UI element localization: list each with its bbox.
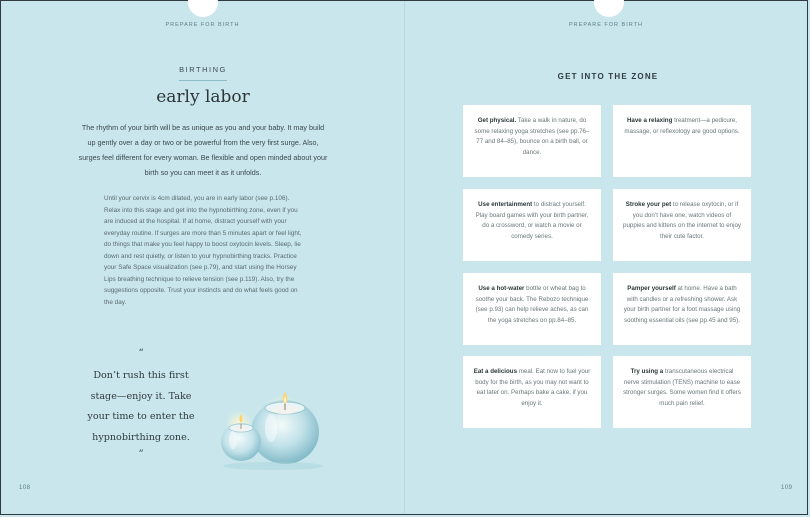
- glass-candle-holders-image: [213, 356, 333, 476]
- book-spread: [1, 1, 807, 514]
- tip-text: treatment—a pedicure, massage, or reflexology are good options.: [624, 117, 740, 135]
- tip-text: to distract yourself. Play board games with your birth partner, do a crossword, or watch a movie or comedy series.: [475, 201, 589, 240]
- section-divider: [179, 80, 227, 81]
- tip-lead: Get physical.: [477, 117, 517, 124]
- tip-text: transcutaneous electrical nerve stimulation (TENS) machine to ease stronger surges. Some women find it offers much pain relief.: [623, 368, 741, 407]
- running-head-left: PREPARE FOR BIRTH: [165, 22, 240, 28]
- tip-card: [613, 189, 751, 261]
- tip-text: to release oxytocin, or if you don’t have one, watch videos of puppies and kittens on the internet to enjoy their cute factor.: [623, 201, 741, 240]
- open-quote-mark: “: [138, 348, 144, 359]
- tip-lead: Try using a: [630, 368, 664, 375]
- page-number-right: 109: [781, 485, 793, 491]
- tip-lead: Have a relaxing: [626, 117, 673, 124]
- lead-paragraph: The rhythm of your birth will be as unique as you and your baby. It may build up gently over a day or two or be powerful from the very first surge. Also, surges feel different for every woman. Be flexible and open minded about your birth so you can meet it as it unfolds.: [78, 123, 328, 177]
- tip-card: [463, 189, 601, 261]
- tip-card: [613, 273, 751, 345]
- tip-lead: Eat a delicious: [473, 368, 518, 375]
- tip-card: [463, 273, 601, 345]
- tip-text: meal. Eat now to fuel your body for the birth, as you may not want to eat later on. Perhaps bake a cake, if you enjoy it.: [475, 368, 591, 407]
- tip-card: [613, 356, 751, 428]
- close-quote-mark: ”: [138, 449, 144, 460]
- tip-lead: Use a hot-water: [478, 285, 525, 292]
- pull-quote: Don’t rush this first stage—enjoy it. Take your time to enter the hypnobirthing zone.: [87, 370, 195, 443]
- tip-text: Take a walk in nature, do some relaxing yoga stretches (see pp.76–77 and 84–85), bounce on a birth ball, or dance.: [474, 117, 590, 156]
- body-paragraph: Until your cervix is 4cm dilated, you are in early labor (see p.106). Relax into this stage and get into the hypnobirthing zone, even if you are induced at the hospital. If at home, distract yourself with your everyday routine. If surges are more than 5 minutes apart or feel light, do things that make you feel happy to boost oxytocin levels. Sleep, lie down and rest quietly, or listen to your hypnobirthing tracks. Practice your Safe Space visualization (see p.79), and start using the Horsey Lips breathing technique to relieve tension (see p.119). Also, try the suggestions opposite. Trust your instincts and do what feels good on the day.: [104, 195, 302, 306]
- page-tab-decoration: [188, 0, 218, 17]
- tip-lead: Use entertainment: [478, 201, 533, 208]
- section-heading: GET INTO THE ZONE: [557, 72, 659, 81]
- tip-text: bottle or wheat bag to soothe your back. The Rebozo technique (see p.93) can help relieve aches, as can the yoga stretches on pp.84–85.: [475, 285, 589, 324]
- tip-text: at home. Have a bath with candles or a refreshing shower. Ask your birth partner for a foot massage using soothing essential oils (see pp.45 and 95).: [623, 285, 741, 324]
- running-head-right: PREPARE FOR BIRTH: [569, 22, 643, 28]
- page-number-left: 108: [19, 485, 31, 491]
- section-label: BIRTHING: [179, 65, 227, 74]
- page-title: early labor: [156, 87, 250, 107]
- right-page: [405, 1, 807, 514]
- tip-card: [463, 356, 601, 428]
- tip-card: [463, 105, 601, 177]
- page-tab-decoration: [594, 0, 624, 17]
- tip-card: [613, 105, 751, 177]
- left-page: [1, 1, 404, 514]
- tip-lead: Pamper yourself: [627, 285, 676, 292]
- tip-lead: Stroke your pet: [625, 201, 672, 208]
